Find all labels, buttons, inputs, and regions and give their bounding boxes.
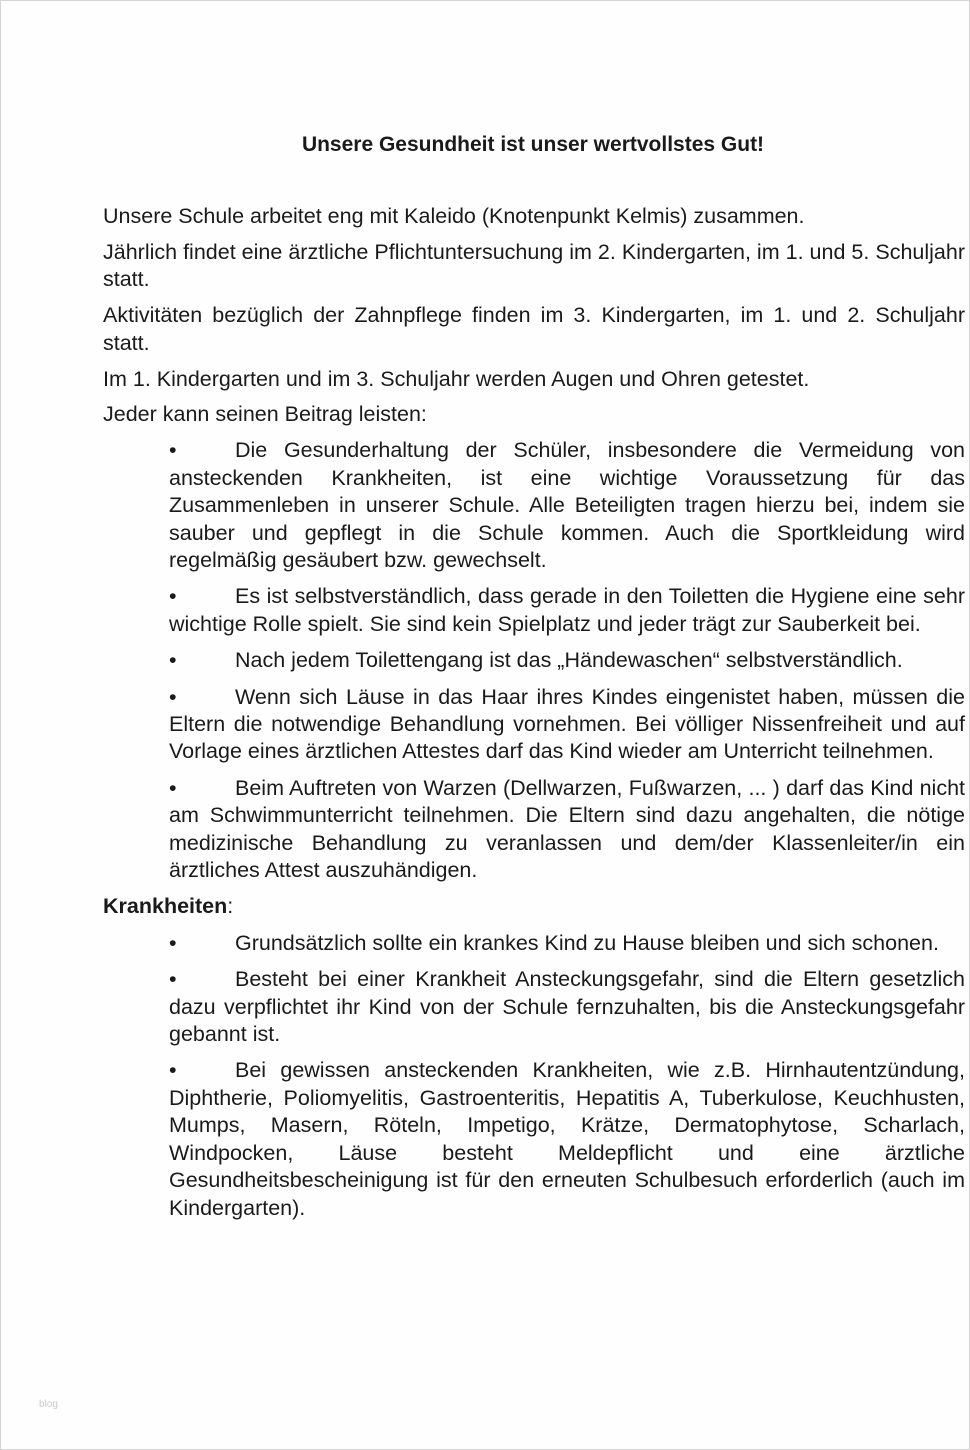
bullet-icon: •	[169, 584, 177, 609]
list-item-text: Es ist selbstverständlich, dass gerade in den Toiletten die Hygiene eine sehr wichtige Rolle spielt. Sie sind kein Spielplatz und jeder trägt zur Sauberkeit bei.	[169, 584, 965, 636]
diseases-list	[169, 930, 965, 1222]
section-heading-text: Krankheiten	[103, 894, 228, 919]
list-item-text: Die Gesunderhaltung der Schüler, insbesondere die Vermeidung von ansteckenden Krankheiten, ist eine wichtige Voraussetzung für das Zusammenleben in unserer Schule. Alle Beteiligten tragen hierzu bei, indem sie sauber und gepflegt in die Schule kommen. Auch die Sportkleidung wird regelmäßig gesäubert bzw. gewechselt.	[169, 438, 965, 572]
list-item	[169, 930, 965, 957]
list-item-text: Grundsätzlich sollte ein krankes Kind zu Hause bleiben und sich schonen.	[235, 930, 939, 955]
bullet-icon: •	[169, 1058, 177, 1083]
bullet-icon: •	[169, 684, 177, 709]
list-item	[169, 647, 965, 674]
list-item	[169, 966, 965, 1048]
list-item-text: Nach jedem Toilettengang ist das „Händewaschen“ selbstverständlich.	[235, 648, 903, 673]
list-item	[169, 1057, 965, 1221]
contributions-list	[169, 437, 965, 884]
intro-paragraph: Im 1. Kindergarten und im 3. Schuljahr werden Augen und Ohren getestet.	[103, 366, 810, 391]
bullet-icon: •	[169, 967, 177, 992]
document-title: Unsere Gesundheit ist unser wertvollstes Gut!	[301, 133, 765, 156]
list-item-text: Besteht bei einer Krankheit Ansteckungsgefahr, sind die Eltern gesetzlich dazu verpflichtet ihr Kind von der Schule fernzuhalten, bis die Ansteckungsgefahr gebannt ist.	[169, 967, 965, 1047]
list-item	[169, 437, 965, 574]
section-heading-colon: :	[227, 894, 234, 919]
document-body	[103, 203, 965, 1231]
list-item-text: Beim Auftreten von Warzen (Dellwarzen, Fußwarzen, ... ) darf das Kind nicht am Schwimmunterricht teilnehmen. Die Eltern sind dazu angehalten, die nötige medizinische Behandlung zu veranlassen und dem/der Klassenleiter/in ein ärztliches Attest auszuhändigen.	[169, 775, 965, 883]
list-item	[169, 775, 965, 885]
section-heading-krankheiten	[103, 893, 965, 920]
bullet-icon: •	[169, 930, 177, 955]
bullet-icon: •	[169, 775, 177, 800]
intro-paragraph: Aktivitäten bezüglich der Zahnpflege finden im 3. Kindergarten, im 1. und 2. Schuljahr statt.	[103, 303, 965, 355]
list-item-text: Wenn sich Läuse in das Haar ihres Kindes eingenistet haben, müssen die Eltern die notwendige Behandlung vornehmen. Bei völliger Nissenfreiheit und auf Vorlage eines ärztlichen Attestes darf das Kind wieder am Unterricht teilnehmen.	[169, 684, 965, 764]
intro-paragraph: Unsere Schule arbeitet eng mit Kaleido (Knotenpunkt Kelmis) zusammen.	[103, 204, 805, 228]
list-item-text: Bei gewissen ansteckenden Krankheiten, wie z.B. Hirnhautentzündung, Diphtherie, Poliomyelitis, Gastroenteritis, Hepatitis A, Tuberkulose, Keuchhusten, Mumps, Masern, Röteln, Impetigo, Krätze, Dermatophytose, Scharlach, Windpocken, Läuse besteht Meldepflicht und eine ärztliche Gesundheitsbescheinigung ist für den erneuten Schulbesuch erforderlich (auch im Kindergarten).	[169, 1058, 965, 1220]
bullet-icon: •	[169, 648, 177, 673]
list-item	[169, 684, 965, 766]
list-item	[169, 583, 965, 638]
intro-paragraph: Jährlich findet eine ärztliche Pflichtuntersuchung im 2. Kindergarten, im 1. und 5. Schuljahr statt.	[103, 239, 965, 292]
intro-paragraph: Jeder kann seinen Beitrag leisten:	[103, 402, 427, 427]
bullet-icon: •	[169, 438, 177, 463]
watermark: blog	[39, 1399, 58, 1410]
